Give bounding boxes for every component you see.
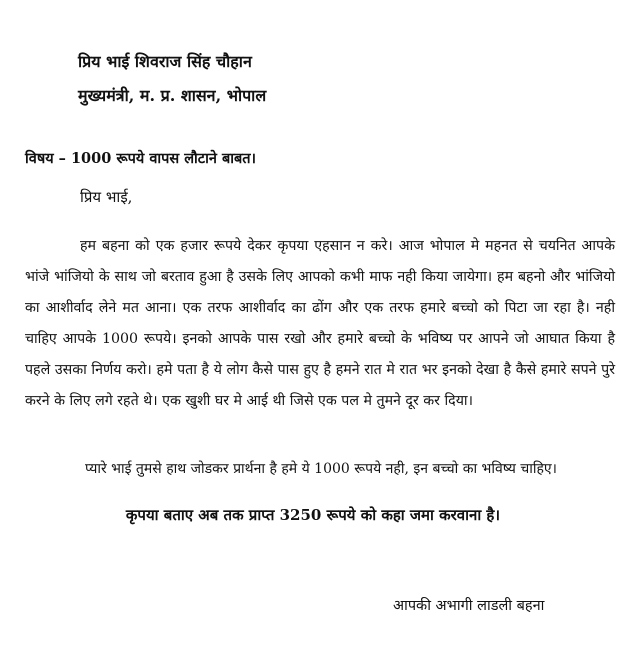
recipient-name: प्रिय भाई शिवराज सिंह चौहान [78, 52, 252, 71]
salutation: प्रिय भाई, [80, 188, 133, 206]
question-line: कृपया बताए अब तक प्राप्त 3250 रूपये को कहा जमा करवाना है। [125, 506, 501, 524]
plea-paragraph: प्यारे भाई तुमसे हाथ जोडकर प्रार्थना है हमे ये 1000 रूपये नही, इन बच्चो का भविष्य चाहिए। [85, 461, 557, 477]
body-paragraph: हम बहना को एक हजार रूपये देकर कृपया एहसान न करे। आज भोपाल मे महनत से चयनित आपके भांजे भांजियो के साथ जो बरताव हुआ है उसके लिए आपको कभी माफ नही किया जायेगा। हम बहनो और भांजियो का आशीर्वाद लेने मत आना। एक तरफ आशीर्वाद का ढोंग और एक तरफ हमारे बच्चो को पिटा जा रहा है। नही चाहिए आपके 1000 रूपये। इनको आपके पास रखो और हमारे बच्चो के भविष्य पर आपने जो आघात किया है पहले उसका निर्णय करो। हमे पता है ये लोग कैसे पास हुए है हमने रात मे रात भर इनको देखा है कैसे हमारे सपने पुरे करने के लिए लगे रहते थे। एक खुशी घर मे आई थी जिसे एक पल मे तुमने दूर कर दिया। [25, 238, 615, 409]
recipient-designation: मुख्यमंत्री, म. प्र. शासन, भोपाल [78, 86, 267, 105]
signoff: आपकी अभागी लाडली बहना [393, 598, 545, 614]
letter-subject: विषय – 1000 रूपये वापस लौटाने बाबत। [25, 150, 257, 167]
